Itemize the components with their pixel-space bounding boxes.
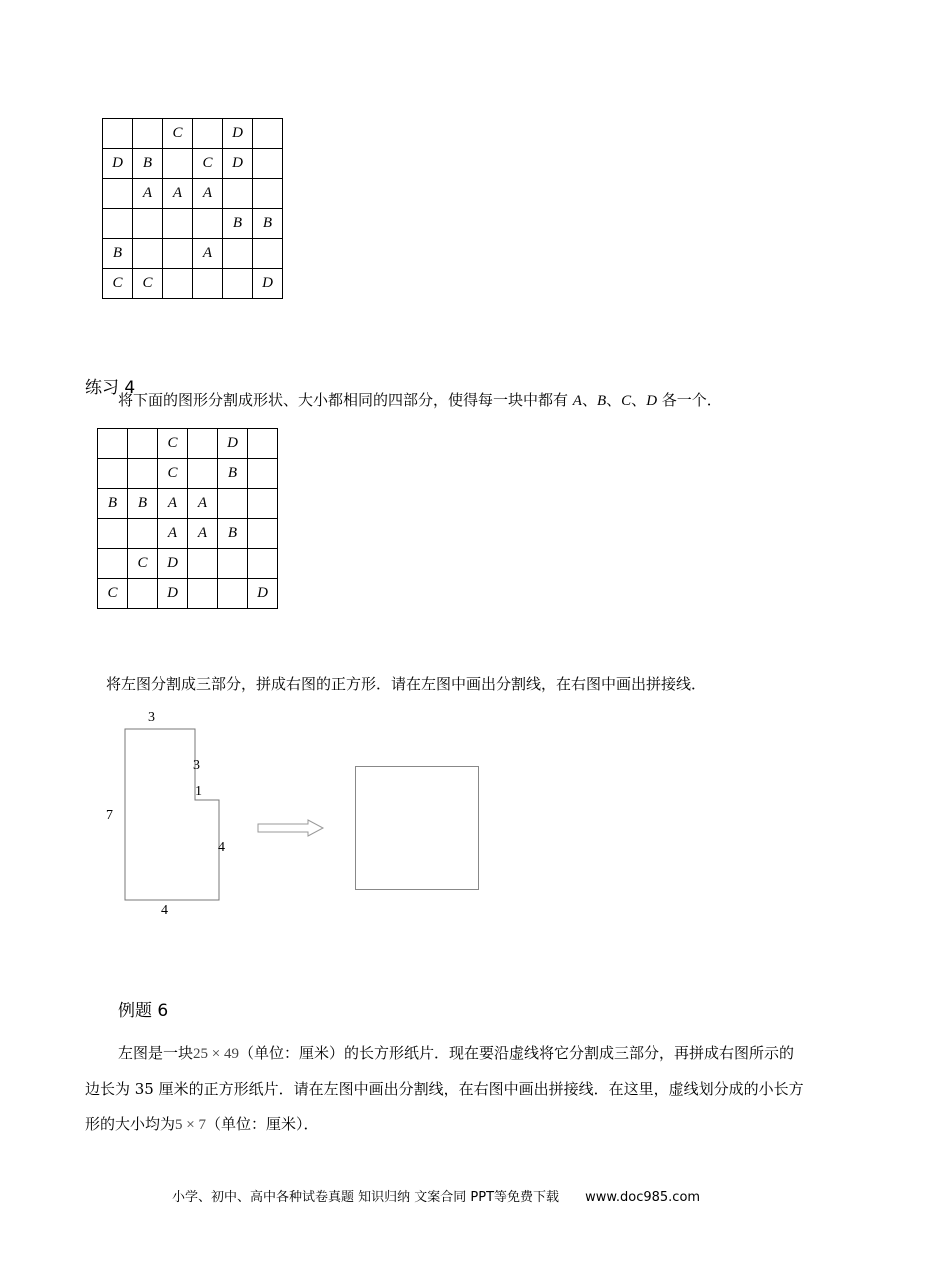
- grid-cell: C: [128, 549, 158, 579]
- grid-cell: C: [133, 269, 163, 299]
- example-line-2: 边长为 35 厘米的正方形纸片．请在左图中画出分割线，在右图中画出拼接线．在这里，虚线划分成的小长方: [85, 1080, 804, 1098]
- grid-cell: B: [253, 209, 283, 239]
- letter-b: B: [596, 393, 607, 409]
- left-shape-outline: [125, 729, 219, 900]
- footer-text: 小学、初中、高中各种试卷真题 知识归纳 文案合同 PPT等免费下载: [172, 1190, 560, 1205]
- footer: [172, 1186, 700, 1205]
- label-left-7: 7: [106, 808, 113, 823]
- grid-cell: C: [158, 429, 188, 459]
- letter-a: A: [572, 393, 582, 409]
- expr-5x7: 5 × 7: [175, 1117, 206, 1133]
- grid-cell: B: [133, 149, 163, 179]
- grid-cell: D: [253, 269, 283, 299]
- line3-pre: 形的大小均为: [85, 1115, 176, 1133]
- problem-3-instruction: 将左图分割成三部分，拼成右图的正方形．请在左图中画出分割线，在右图中画出拼接线．: [106, 675, 707, 693]
- label-bottom-4: 4: [161, 903, 168, 918]
- grid-cell: A: [188, 489, 218, 519]
- grid-cell: A: [133, 179, 163, 209]
- instruction-post: 各一个．: [657, 391, 722, 409]
- grid-cell: D: [223, 149, 253, 179]
- grid-cell: C: [98, 579, 128, 609]
- grid-cell: A: [158, 519, 188, 549]
- grid-cell: A: [188, 519, 218, 549]
- grid-cell: B: [218, 519, 248, 549]
- grid-cell: C: [193, 149, 223, 179]
- label-right-lower-4: 4: [218, 840, 225, 855]
- grid-cell: B: [98, 489, 128, 519]
- grid-cell: C: [103, 269, 133, 299]
- sep-3: 、: [631, 391, 647, 409]
- label-top-3: 3: [148, 710, 155, 725]
- line1-pre: 左图是一块: [118, 1044, 194, 1062]
- sep-1: 、: [581, 391, 597, 409]
- grid-cell: D: [218, 429, 248, 459]
- grid-cell: B: [218, 459, 248, 489]
- grid-cell: D: [158, 579, 188, 609]
- letter-d: D: [646, 393, 658, 409]
- grid-cell: B: [103, 239, 133, 269]
- letter-c: C: [621, 393, 632, 409]
- grid-cell: A: [163, 179, 193, 209]
- grid-cell: B: [223, 209, 253, 239]
- grid-cell: B: [128, 489, 158, 519]
- example-line-1: [118, 1036, 878, 1072]
- grid-cell: D: [158, 549, 188, 579]
- line1-post: （单位：厘米）的长方形纸片．现在要沿虚线将它分割成三部分，再拼成右图所示的: [238, 1044, 794, 1062]
- grid-cell: D: [223, 119, 253, 149]
- grid-cell: A: [193, 179, 223, 209]
- grid-cell: A: [158, 489, 188, 519]
- line3-post: （单位：厘米）．: [205, 1115, 319, 1133]
- instruction-pre: 将下面的图形分割成形状、大小都相同的四部分，使得每一块中都有: [118, 391, 573, 409]
- label-notch-1: 1: [195, 784, 202, 799]
- grid-cell: C: [158, 459, 188, 489]
- grid-cell: D: [248, 579, 278, 609]
- sep-2: 、: [606, 391, 622, 409]
- expr-25x49: 25 × 49: [193, 1046, 239, 1062]
- grid-cell: C: [163, 119, 193, 149]
- target-square: [356, 767, 479, 890]
- label-right-upper-3: 3: [193, 758, 200, 773]
- practice-4-title: 练习 4: [85, 378, 136, 398]
- example-6-title: 例题 6: [118, 1001, 169, 1021]
- arrow-icon: [258, 820, 323, 836]
- footer-url[interactable]: www.doc985.com: [585, 1190, 701, 1205]
- grid-cell: A: [193, 239, 223, 269]
- example-line-3: [85, 1107, 878, 1143]
- example-6-body: [85, 1036, 878, 1143]
- grid-cell: D: [103, 149, 133, 179]
